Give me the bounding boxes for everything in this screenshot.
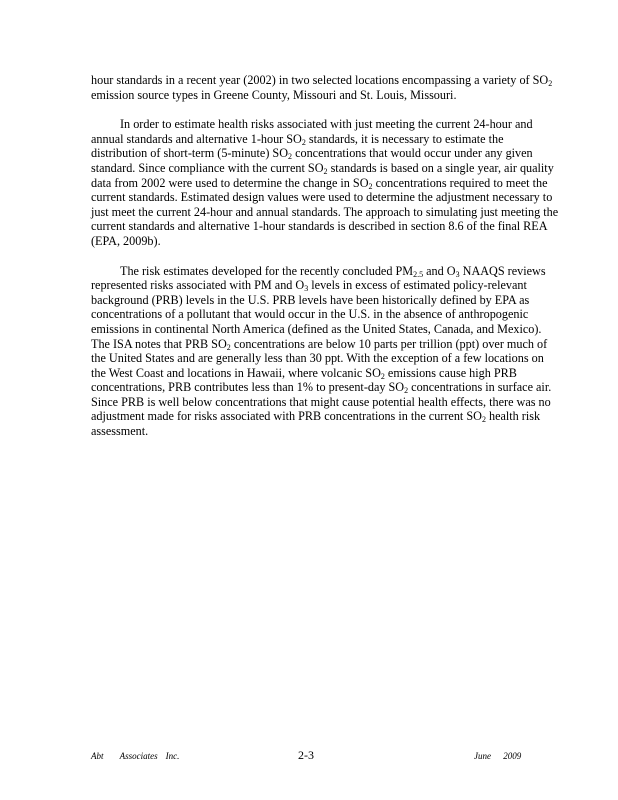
- subscript: 2.5: [413, 269, 424, 279]
- text-run: concentrations that would occur under any given standard. Since compliance with the current SO: [91, 146, 533, 175]
- subscript: 3: [304, 284, 309, 294]
- text-run: NAAQS reviews represented risks associated with PM and O: [91, 263, 546, 293]
- paragraph-1: [91, 73, 561, 102]
- text-run: concentrations required to meet the current standards. Estimated design values were used to determine the adjustment necessary to just meet the current 24-hour and annual standards. The approach to simulating just meeting the current standards and alternative 1-hour standards is described in section 8.6 of the final REA (EPA, 2009b).: [91, 175, 559, 248]
- text-run: levels in excess of estimated policy-relevant background (PRB) levels in the U.S. PRB levels have been historically defined by EPA as concentrations of a pollutant that would occur in the U.S. in the absence of anthropogenic emissions in continental North America (defined as the United States, Canada, and Mexico). The ISA notes that PRB SO: [91, 278, 542, 351]
- text-run: standards is based on a single year, air quality data from 2002 were used to determine the change in SO: [91, 160, 554, 190]
- subscript: 3: [455, 269, 460, 279]
- text-run: emissions cause high PRB concentrations, PRB contributes less than 1% to present-day SO: [91, 365, 517, 395]
- footer-date: June 2009: [474, 751, 522, 761]
- page-footer: [0, 748, 618, 764]
- text-run: emission source types in Greene County, Missouri and St. Louis, Missouri.: [91, 87, 457, 102]
- text-run: and O: [423, 263, 456, 278]
- text-run: hour standards in a recent year (2002) in two selected locations encompassing a variety of SO: [91, 73, 549, 87]
- page-number: 2-3: [298, 748, 314, 762]
- subscript: 2: [226, 342, 231, 352]
- subscript: 2: [481, 415, 486, 425]
- subscript: 2: [404, 386, 409, 396]
- subscript: 2: [380, 371, 385, 381]
- text-run: health risk assessment.: [91, 409, 541, 439]
- subscript: 2: [548, 79, 553, 88]
- subscript: 2: [288, 152, 293, 162]
- paragraph-2: [91, 117, 561, 248]
- text-run: concentrations are below 10 parts per trillion (ppt) over much of the United States and are generally less than 30 ppt. With the exception of a few locations on the West Coast and locations in Hawaii, where volcanic SO: [91, 336, 548, 380]
- subscript: 2: [301, 137, 306, 147]
- text-run: standards, it is necessary to estimate the distribution of short-term (5-minute) SO: [91, 131, 504, 161]
- subscript: 2: [323, 166, 328, 176]
- text-run: In order to estimate health risks associated with just meeting the current 24-hour and annual standards and alternative 1-hour SO: [91, 117, 533, 146]
- paragraph-3: [91, 264, 561, 439]
- footer-organization: [91, 751, 179, 761]
- subscript: 2: [368, 181, 373, 191]
- footer-org-name: Abt Associates: [91, 751, 158, 761]
- footer-org-inc: Inc.: [165, 751, 180, 761]
- document-body: [91, 73, 561, 439]
- text-run: concentrations in surface air. Since PRB is well below concentrations that might cause potential health effects, there was no adjustment made for risks associated with PRB concentrations in the current SO: [91, 380, 552, 424]
- text-run: The risk estimates developed for the recently concluded PM: [120, 263, 414, 278]
